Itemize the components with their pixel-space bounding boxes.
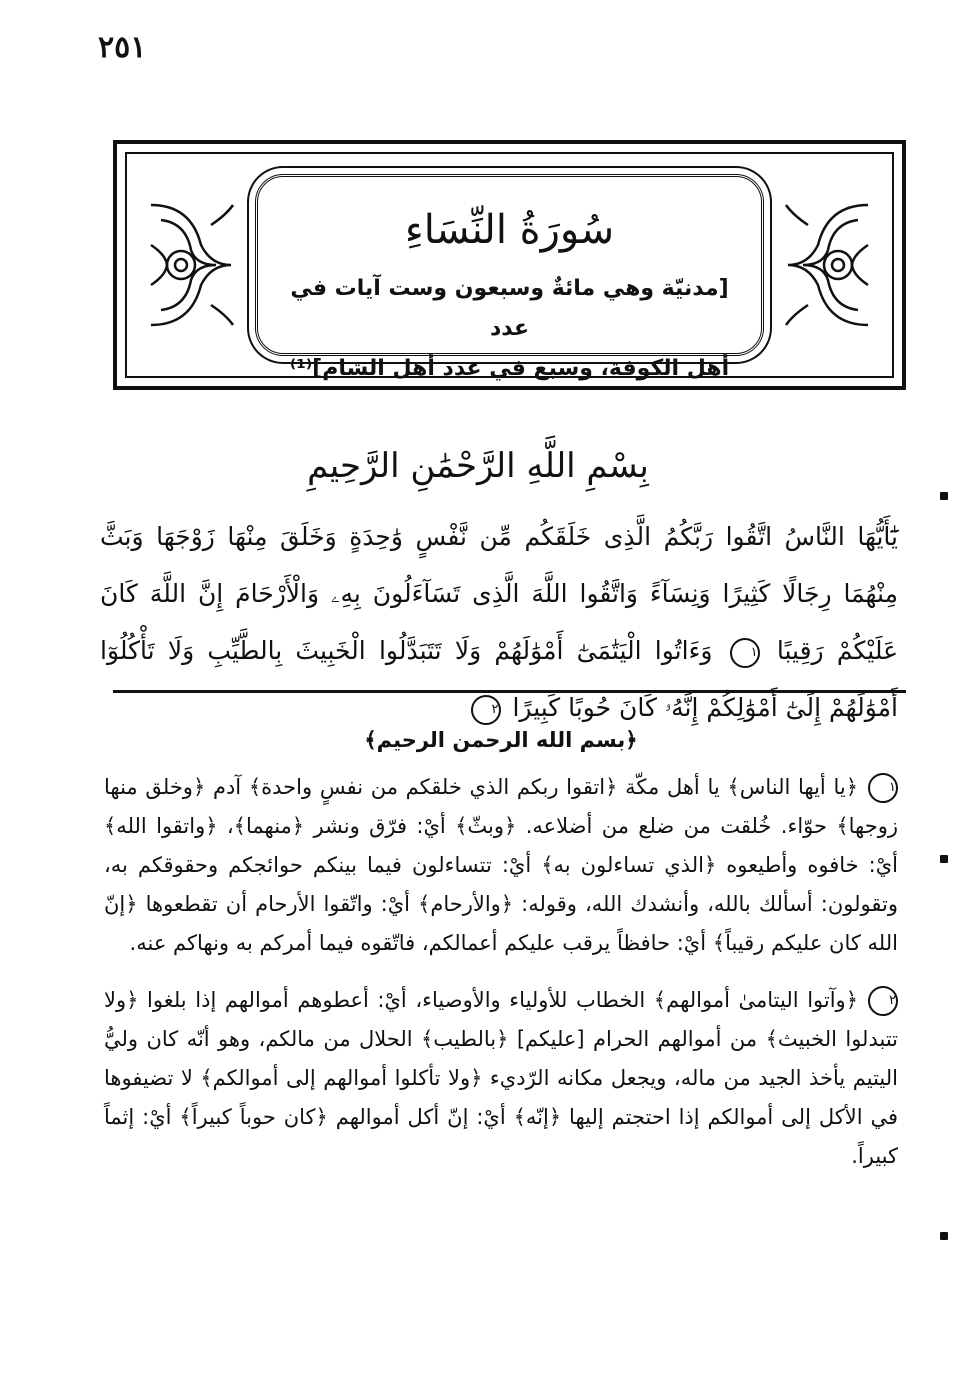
tafsir-section	[104, 728, 898, 1194]
verse-text: يَٰٓأَيُّهَا النَّاسُ اتَّقُوا رَبَّكُمُ الَّذِى خَلَقَكُم مِّن نَّفْسٍ وَٰحِدَةٍ وَخَلَقَ مِنْهَا زَوْجَهَا وَبَثَّ مِنْهُمَا رِجَالًا كَثِيرًا وَنِسَآءً وَاتَّقُوا اللَّهَ الَّذِى تَسَآءَلُونَ بِهِۦ وَالْأَرْحَامَ إِنَّ اللَّهَ كَانَ عَلَيْكُمْ رَقِيبًا	[100, 522, 899, 665]
verse-number-badge: ٢	[868, 986, 898, 1016]
title-panel	[255, 174, 764, 381]
arabesque-ornament-icon	[778, 185, 878, 345]
surah-info-line: [مدنيّة وهي مائةٌ وسبعون وست آيات في عدد	[290, 276, 729, 341]
basmala: بِسْمِ اللَّهِ الرَّحْمَٰنِ الرَّحِيمِ	[307, 446, 649, 486]
surah-title: سُورَةُ النِّسَاءِ	[404, 207, 615, 253]
arabesque-ornament-icon	[141, 185, 241, 345]
verse-number-badge: ١	[868, 773, 898, 803]
commentary-paragraph	[104, 768, 898, 963]
section-divider	[113, 690, 906, 693]
tafsir-heading: ﴿بسم الله الرحمن الرحيم﴾	[364, 728, 638, 752]
verse-text: وَءَاتُوا الْيَتَٰمَىٰٓ أَمْوَٰلَهُمْ وَلَا تَتَبَدَّلُوا الْخَبِيثَ بِالطَّيِّبِ وَلَا تَأْكُلُوٓا أَمْوَٰلَهُمْ إِلَىٰٓ أَمْوَٰلِكُمْ إِنَّهُۥ كَانَ حُوبًا كَبِيرًا	[100, 636, 898, 722]
margin-mark	[940, 855, 948, 863]
commentary-paragraph	[104, 981, 898, 1176]
surah-info	[272, 269, 747, 389]
ayah-marker: ١	[730, 638, 760, 668]
margin-mark	[940, 1232, 948, 1240]
surah-title-frame	[113, 140, 906, 390]
frame-border	[125, 152, 894, 381]
quran-verses	[100, 508, 898, 736]
page-number: ٢٥١	[98, 30, 147, 65]
commentary-text: ﴿وآتوا اليتامىٰ أموالهم﴾ الخطاب للأولياء والأوصياء، أيْ: أعطوهم أموالهم إذا بلغوا ﴿ولا تتبدلوا الخبيث﴾ من أموالهم الحرام [عليكم] ﴿بالطيب﴾ الحلال من مالكم، وهو أنّه كان وليُّ اليتيم يأخذ الجيد من ماله، ويجعل مكانه الرّديء ﴿ولا تأكلوا أموالهم إلى أموالكم﴾ لا تضيفوها في الأكل إلى أموالكم إذا احتجتم إليها ﴿إنّه﴾ أيْ: إنّ أكل أموالهم ﴿كان حوباً كبيراً﴾ أيْ: إثماً كبيراً.	[104, 988, 898, 1168]
margin-mark	[940, 492, 948, 500]
surah-info-line: أهل الكوفة، وسبع في عدد أهل الشام]⁽¹⁾	[289, 356, 730, 381]
ayah-marker: ٢	[471, 695, 501, 725]
commentary-text: ﴿يا أيها الناس﴾ يا أهل مكّة ﴿اتقوا ربكم الذي خلقكم من نفسٍ واحدة﴾ آدم ﴿وخلق منها زوجها﴾ حوّاء. خُلقت من ضلع من أضلاعه. ﴿وبثّ﴾ أيْ: فرّق ونشر ﴿منهما﴾، ﴿واتقوا الله﴾ أيْ: خافوه وأطيعوه ﴿الذي تساءلون به﴾ أيْ: تتساءلون فيما بينكم حوائجكم وحقوقكم به، وتقولون: أسألك بالله، وأنشدك الله، وقوله: ﴿والأرحام﴾ أيْ: واتّقوا الأرحام أن تقطعوها ﴿إنّ الله كان عليكم رقيباً﴾ أيْ: حافظاً يرقب عليكم أعمالكم، فاتّقوه فيما أمركم به ونهاكم عنه.	[104, 775, 898, 955]
